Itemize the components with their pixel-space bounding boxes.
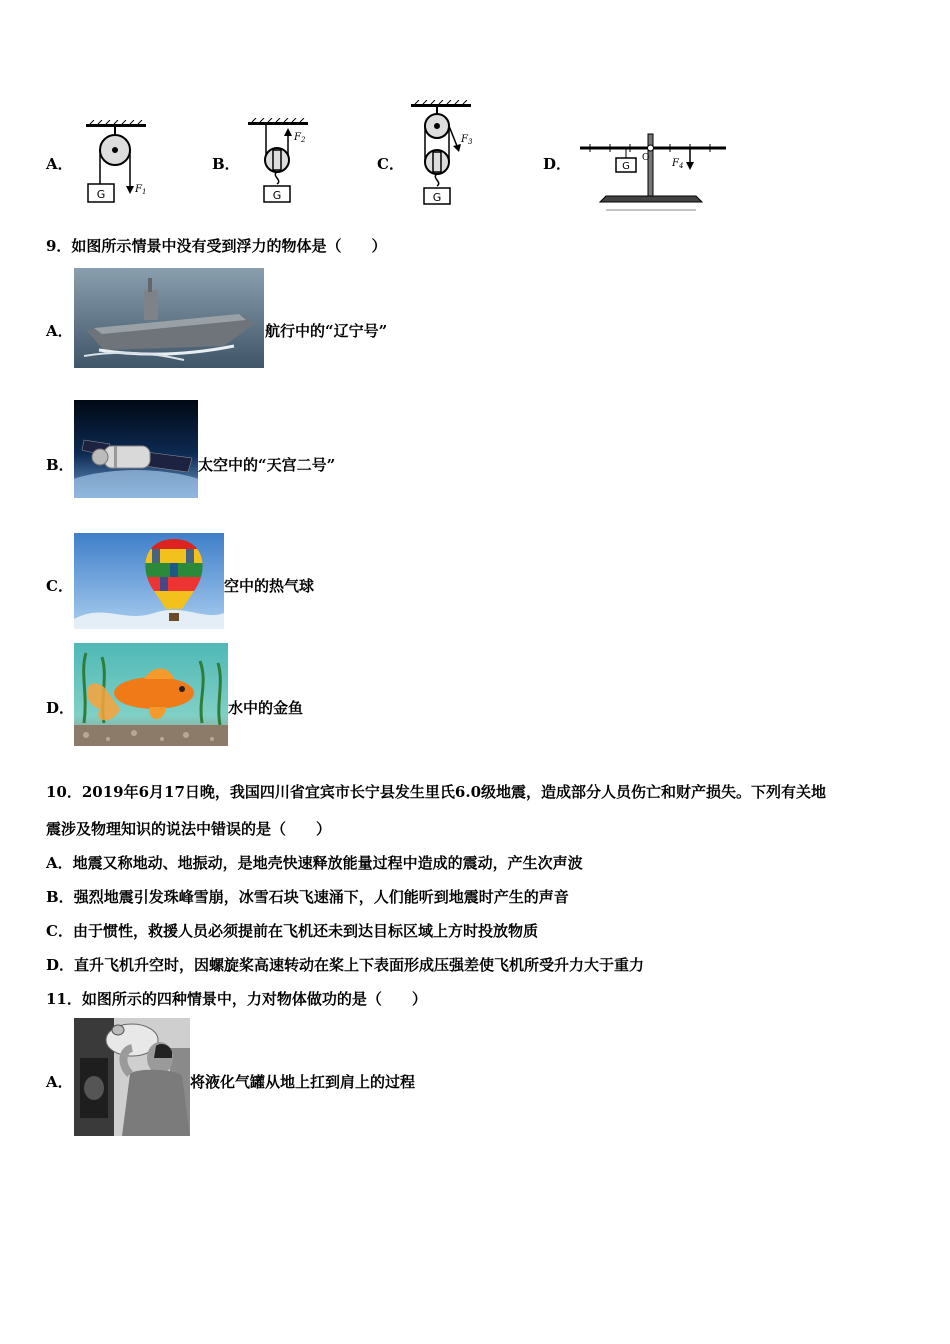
lever-diagram [576,130,731,212]
q10-option-d-label: D． [46,956,75,974]
force-label: F [135,184,142,195]
q10-option-a-text: 地震又称地动、地振动，是地壳快速释放能量过程中造成的震动，产生次声波 [72,854,583,872]
svg-text:1: 1 [142,188,147,196]
q10-option-c-label: C． [46,922,73,940]
svg-text:F: F [461,134,468,145]
q10-option-a-label: A． [46,854,73,872]
q9-option-a-text: 航行中的“辽宁号” [265,322,388,340]
q9-option-b-label[interactable]: B． [46,456,74,474]
q8-option-d-label[interactable]: D． [543,155,572,173]
weight-g-label: G [96,188,106,201]
fixed-pulley-diagram [80,120,160,210]
q10-option-d[interactable] [46,954,644,975]
q10-option-b-label: B． [46,888,74,906]
q9-option-d-label[interactable]: D． [46,699,75,717]
q11-option-a-text: 将液化气罐从地上扛到肩上的过程 [190,1073,416,1091]
q8-option-a-label[interactable]: A． [46,155,73,173]
svg-text:3: 3 [468,138,473,146]
goldfish-photo [74,643,228,746]
q10-stem-line2: 震涉及物理知识的说法中错误的是（ ） [46,820,332,838]
q9-option-a-label[interactable]: A． [46,322,73,340]
aircraft-carrier-photo [74,268,264,368]
q10-option-d-text: 直升飞机升空时，因螺旋桨高速转动在桨上下表面形成压强差使飞机所受升力大于重力 [74,956,645,974]
q10-option-a[interactable] [46,852,583,873]
pulley-block-diagram [405,100,485,210]
q9-option-b-text: 太空中的“天宫二号” [198,456,336,474]
q9-option-c-label[interactable]: C． [46,577,73,595]
q8-option-c-label[interactable]: C． [377,155,404,173]
q10-option-c[interactable] [46,920,538,941]
q9-option-c-text: 空中的热气球 [224,577,315,595]
q10-option-c-text: 由于惯性，救援人员必须提前在飞机还未到达目标区域上方时投放物质 [72,922,538,940]
svg-text:F: F [294,132,301,143]
q10-stem-line1: 10．2019年6月17日晚，我国四川省宜宾市长宁县发生里氏6.0级地震，造成部分人员伤亡和财产损失。下列有关地 [46,783,827,801]
movable-pulley-diagram [244,118,324,208]
q8-option-b-label[interactable]: B． [212,155,240,173]
space-station-photo [74,400,198,498]
q10-option-b[interactable] [46,886,569,907]
q11-stem: 11．如图所示的四种情景中，力对物体做功的是（ ） [46,990,427,1008]
svg-text:2: 2 [301,136,306,144]
svg-text:G: G [622,161,630,172]
q11-option-a-label[interactable]: A． [46,1073,73,1091]
svg-text:G: G [432,191,442,204]
man-lifting-gas-tank-photo [74,1018,190,1136]
svg-text:F: F [672,158,679,169]
q10-option-b-text: 强烈地震引发珠峰雪崩，冰雪石块飞速涌下，人们能听到地震时产生的声音 [73,888,569,906]
svg-text:O: O [642,153,650,163]
q9-stem: 9．如图所示情景中没有受到浮力的物体是（ ） [46,237,387,255]
q9-option-d-text: 水中的金鱼 [228,699,304,717]
svg-text:4: 4 [679,162,684,170]
svg-text:G: G [272,189,282,202]
hot-air-balloon-photo [74,533,224,629]
